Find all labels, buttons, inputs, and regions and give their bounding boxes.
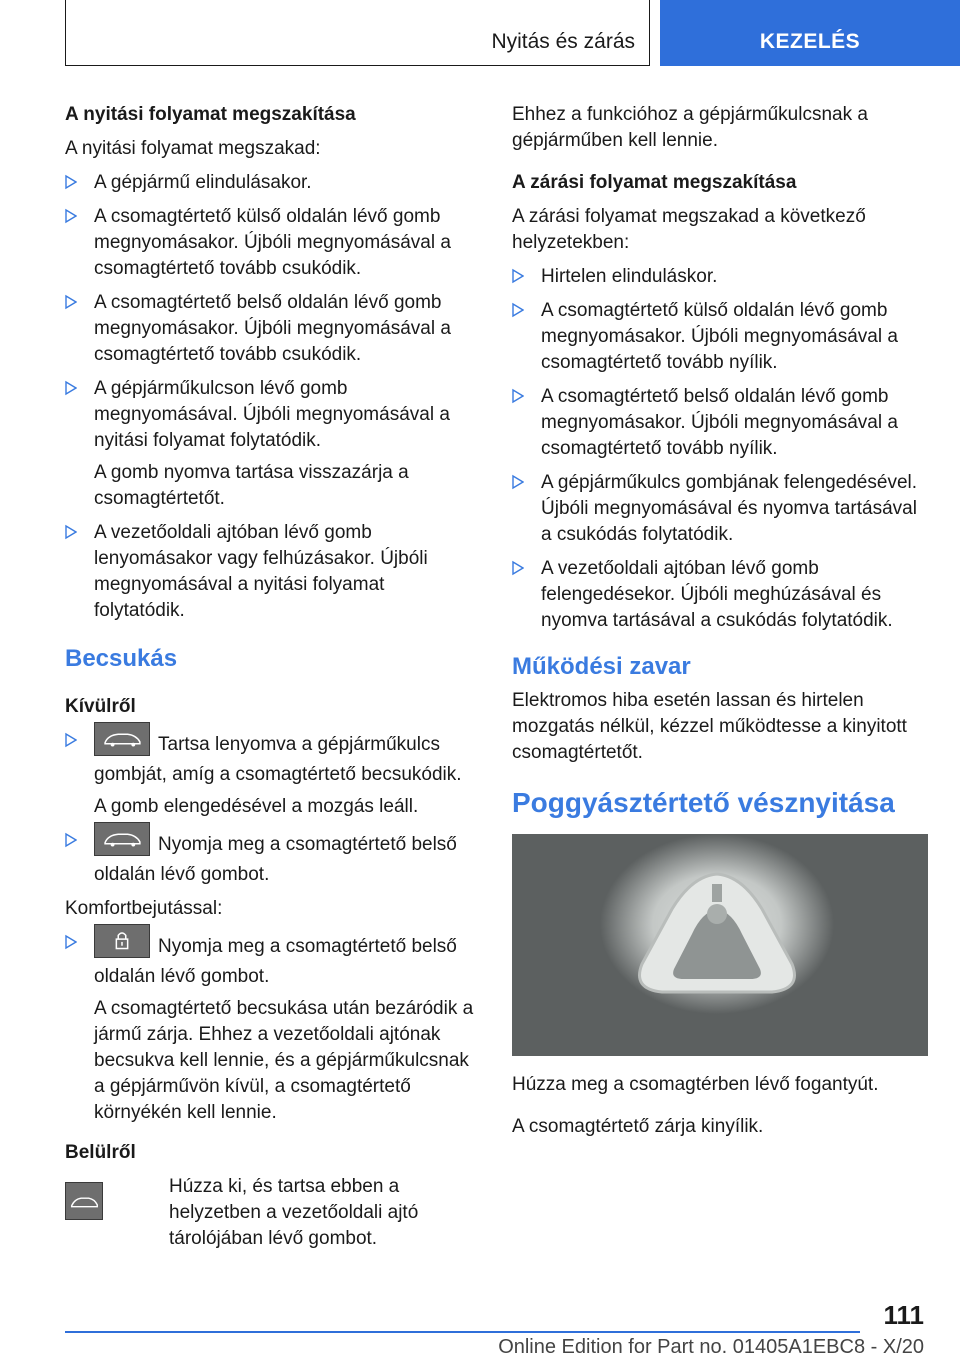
close-interrupt-list (512, 264, 932, 634)
pull-handle-text: Húzza meg a csomagtérben lévő fogantyút. (512, 1074, 879, 1095)
emergency-handle-photo (512, 834, 928, 1056)
inside-row: Húzza ki, és tartsa ebben a helyzetben a vezetőoldali ajtó tárolójában lévő gombot. (65, 1174, 480, 1252)
triangle-bullet-icon (512, 388, 524, 404)
car-tailgate-icon (94, 822, 150, 856)
open-interrupt-list (65, 170, 480, 624)
footer-divider (65, 1331, 860, 1333)
triangle-bullet-icon (512, 474, 524, 490)
list-item: A vezetőoldali ajtóban lévő gomb felengedésekor. Újbóli meghúzásával és nyomva tartásával a csukódás folytatódik. (512, 556, 932, 634)
chapter-tab-label: KEZELÉS (759, 30, 861, 53)
close-interrupt-intro: A zárási folyamat megszakad a következő helyzetekben: (512, 206, 866, 253)
left-column (65, 102, 480, 1260)
triangle-bullet-icon (65, 832, 77, 848)
right-column (512, 102, 932, 1148)
triangle-bullet-icon (512, 560, 524, 576)
list-item: A csomagtértető külső oldalán lévő gomb megnyomásakor. Újbóli megnyomásával a csomagtértető tovább csukódik. (65, 204, 480, 282)
triangle-bullet-icon (512, 268, 524, 284)
inside-heading: Belülről (65, 1142, 136, 1163)
page-number: 111 (883, 1300, 924, 1330)
emergency-heading: Poggyásztértető vésznyitása (512, 787, 895, 818)
triangle-bullet-icon (65, 732, 77, 748)
list-item: Hirtelen elinduláskor. (512, 264, 932, 290)
list-item: A gépjármű elindulásakor. (65, 170, 480, 196)
car-tailgate-icon (65, 1182, 103, 1220)
triangle-bullet-icon (65, 294, 77, 310)
open-interrupt-heading: A nyitási folyamat megszakítása (65, 104, 356, 125)
triangle-bullet-icon (65, 934, 77, 950)
lock-opens-text: A csomagtértető zárja kinyílik. (512, 1116, 764, 1137)
list-item: A gépjárműkulcs gombjának felengedésével. Újbóli megnyomásával és nyomva tartásával a csukódás folytatódik. (512, 470, 932, 548)
list-item: A gépjárműkulcson lévő gomb megnyomásával. Újbóli megnyomásával a nyitási folyamat folytatódik. A gomb nyomva tartása visszazárja a csomagtértetőt. (65, 376, 480, 512)
car-tailgate-icon (94, 722, 150, 756)
list-item: Tartsa lenyomva a gépjárműkulcs gombját, amíg a csomagtértető becsukódik. A gomb elengedésével a mozgás leáll. (65, 728, 480, 820)
list-item: A csomagtértető belső oldalán lévő gomb megnyomásakor. Újbóli megnyomásával a csomagtértető tovább nyílik. (512, 384, 932, 462)
close-heading: Becsukás (65, 645, 178, 672)
triangle-bullet-icon (512, 302, 524, 318)
list-item: Nyomja meg a csomagtértető belső oldalán lévő gombot. A csomagtértető becsukása után bezáródik a jármű zárja. Ehhez a vezetőoldali ajtónak becsukva kell lennie, és a gépjárműkulcsnak a gépjárművön kívül, a csomagtértető környékén kell lennie. (65, 930, 480, 1126)
fault-heading: Működési zavar (512, 653, 691, 680)
key-inside-note: Ehhez a funkcióhoz a gépjárműkulcsnak a gépjárműben kell lennie. (512, 104, 868, 151)
triangle-bullet-icon (65, 524, 77, 540)
comfort-list (65, 930, 480, 1126)
open-interrupt-intro: A nyitási folyamat megszakad: (65, 138, 321, 159)
section-title: Nyitás és zárás (491, 30, 635, 53)
edition-text: Online Edition for Part no. 01405A1EBC8 - X/20 (498, 1336, 924, 1358)
fault-text: Elektromos hiba esetén lassan és hirtelen mozgatás nélkül, kézzel működtesse a kinyitott csomagtértetőt. (512, 690, 907, 763)
comfort-label: Komfortbejutással: (65, 898, 223, 919)
list-item: A vezetőoldali ajtóban lévő gomb lenyomásakor vagy felhúzásakor. Újbóli megnyomásával a nyitási folyamat folytatódik. (65, 520, 480, 624)
lock-icon (94, 924, 150, 958)
chapter-tab (660, 0, 960, 66)
list-item: A csomagtértető belső oldalán lévő gomb megnyomásakor. Újbóli megnyomásával a csomagtértető tovább csukódik. (65, 290, 480, 368)
triangle-bullet-icon (65, 174, 77, 190)
outside-heading: Kívülről (65, 696, 136, 717)
triangle-bullet-icon (65, 380, 77, 396)
list-item: A csomagtértető külső oldalán lévő gomb megnyomásakor. Újbóli megnyomásával a csomagtértető tovább nyílik. (512, 298, 932, 376)
triangle-bullet-icon (65, 208, 77, 224)
outside-list (65, 728, 480, 888)
close-interrupt-heading: A zárási folyamat megszakítása (512, 172, 797, 193)
list-item: Nyomja meg a csomagtértető belső oldalán lévő gombot. (65, 828, 480, 888)
